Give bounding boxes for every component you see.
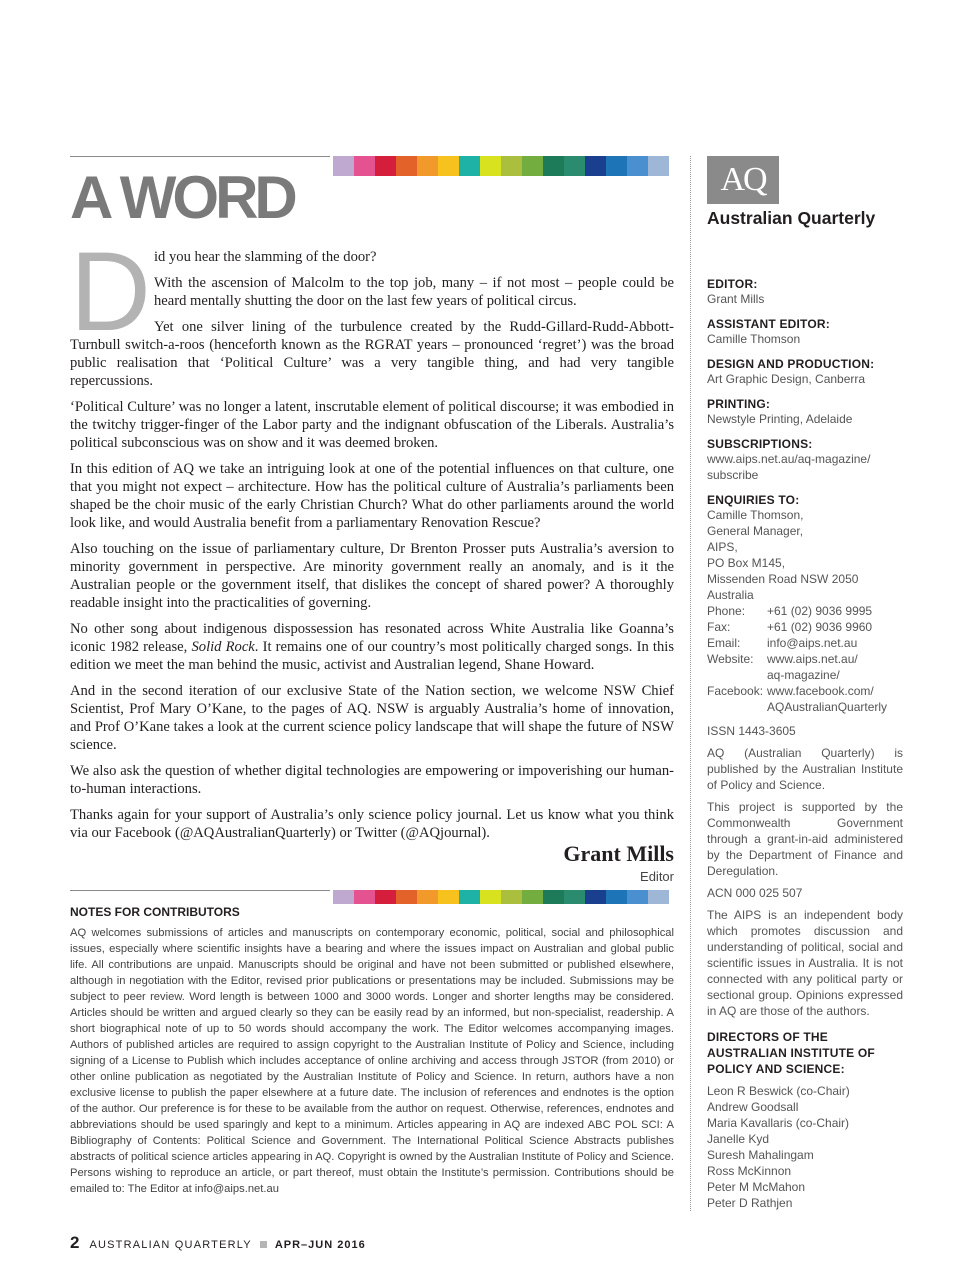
- article-paragraph: Thanks again for your support of Australia’s only science policy journal. Let us know what you think via our Facebook (@AQAustralianQuarterly) or Twitter (@AQjournal).: [70, 807, 674, 841]
- website-row-cont: [707, 667, 903, 683]
- notes-heading: NOTES FOR CONTRIBUTORS: [70, 905, 240, 919]
- page-footer: [70, 1233, 366, 1253]
- color-swatch: [459, 156, 480, 176]
- project-note: This project is supported by the Commonwealth Government through a grant-in-aid administered by the Department of Finance and Deregulation.: [707, 800, 903, 878]
- email-row: [707, 635, 903, 651]
- editor-name: Grant Mills: [707, 292, 765, 306]
- color-swatch: [606, 890, 627, 904]
- director-name: Janelle Kyd: [707, 1132, 770, 1146]
- notes-for-contributors: [70, 905, 674, 1197]
- enquiries-line: PO Box M145,: [707, 556, 786, 570]
- color-swatch: [501, 156, 522, 176]
- phone-value: +61 (02) 9036 9995: [767, 604, 873, 618]
- color-swatch: [333, 890, 354, 904]
- directors-list: [707, 1083, 903, 1211]
- article-text: . It remains one of our country’s most politically charged songs. In this edition we meet the man behind the music, activist and Australian legend, Shane Howard.: [70, 639, 674, 673]
- website-link[interactable]: www.aips.net.au/: [767, 652, 858, 666]
- color-swatch: [375, 890, 396, 904]
- publisher-note: AQ (Australian Quarterly) is published by the Australian Institute of Policy and Science.: [707, 746, 903, 792]
- signature-role: Editor: [640, 869, 674, 884]
- director-name: Peter D Rathjen: [707, 1196, 793, 1210]
- color-swatch: [354, 156, 375, 176]
- color-swatch: [417, 890, 438, 904]
- email-label: Email:: [707, 636, 741, 650]
- subscriptions-url-cont[interactable]: subscribe: [707, 468, 759, 482]
- masthead-sidebar: [707, 156, 903, 1211]
- director-name: Maria Kavallaris (co-Chair): [707, 1116, 850, 1130]
- footer-issue-date: APR–JUN 2016: [274, 1239, 366, 1251]
- directors-label: DIRECTORS OF THE AUSTRALIAN INSTITUTE OF POLICY AND SCIENCE:: [707, 1030, 875, 1076]
- website-label: Website:: [707, 652, 754, 666]
- article-paragraph: And in the second iteration of our exclusive State of the Nation section, we welcome NSW Chief Scientist, Prof Mary O’Kane, to the pages of AQ. NSW is arguably Australia’s home of innovation, and Prof O’Kane takes a look at the current science policy landscape that will shape the future of NSW science.: [70, 683, 674, 753]
- footer-square-icon: [260, 1241, 267, 1248]
- color-swatch: [396, 890, 417, 904]
- aips-note: The AIPS is an independent body which promotes discussion and understanding of political, social and scientific issues in Australia. It is not connected with any political party or sectional group. Opinions expressed in AQ are those of the authors.: [707, 908, 903, 1018]
- enquiries-line: General Manager,: [707, 524, 804, 538]
- color-swatch: [585, 156, 606, 176]
- color-swatch: [522, 890, 543, 904]
- enquiries-line: Camille Thomson,: [707, 508, 804, 522]
- color-swatch: [375, 156, 396, 176]
- color-swatch: [564, 156, 585, 176]
- notes-body: AQ welcomes submissions of articles and manuscripts on contemporary economic, political, social and philosophical issues, especially where scientific insights have a bearing and where the issues impact on Australian and global public life. All contributions are unpaid. Manuscripts should be original and have not been submitted or published elsewhere, although in negotiation with the Editor, revised prior publications or presentations may be included. Submissions may be subject to peer review. Word length is between 1000 and 3000 words. Longer and shorter lengths may be considered. Articles should be written and argued clearly so they can be easily read by an informed, but non-specialist, readership. A short biographical note of up to 50 words should accompany the work. The Editor welcomes accompanying images. Authors of published articles are required to assign copyright to the Australian Institute of Policy and Science, including signing of a License to Publish which includes acceptance of online archiving and access through JSTOR (from 2010) or other online publication as negotiated by the Australian Institute of Policy and Science. In return, authors have a non exclusive license to publish the paper elsewhere at a future date. The inclusion of references and endnotes is the option of the author. Our preference is for these to be available from the author on request. Otherwise, references, endnotes and abbreviations should be used sparingly and kept to a minimum. Articles appearing in AQ are indexed ABC POL SCI: A Bibliography of Contents: Political Science and Government. The International Political Science Abstracts publishes abstracts of political science articles appearing in AQ. Copyright is owned by the Australian Institute of Policy and Science. Persons wishing to reproduce an article, or part thereof, must obtain the Institute’s permission. Contributions should be emailed to: The Editor at info@aips.net.au: [70, 927, 674, 1195]
- facebook-row-cont: [707, 699, 903, 715]
- song-title: Solid Rock: [191, 639, 255, 655]
- phone-label: Phone:: [707, 604, 746, 618]
- aq-logo-text: AQ: [720, 161, 766, 198]
- email-link[interactable]: info@aips.net.au: [767, 636, 858, 650]
- article-paragraph: ‘Political Culture’ was no longer a latent, inscrutable element of political discourse; it was embodied in the twitchy trigger-finger of the Labor party and the indignant obfuscation of the Liberals. Australia’s political subconscious was on show and it was deemed broken.: [70, 399, 674, 451]
- color-swatch-bar-top: [333, 156, 669, 176]
- director-name: Ross McKinnon: [707, 1164, 792, 1178]
- fax-label: Fax:: [707, 620, 731, 634]
- fax-row: [707, 619, 903, 635]
- notes-rule: [70, 890, 330, 891]
- director-name: Andrew Goodsall: [707, 1100, 799, 1114]
- color-swatch: [501, 890, 522, 904]
- article-paragraph: In this edition of AQ we take an intriguing look at one of the potential influences on that culture, one that you might not expect – architecture. How has the political culture of Australia’s parliaments been shaped be the choir music of the early Christian Church? What do other parliaments around the world look like, and would Australia benefit from a parliamentary Renovation Rescue?: [70, 461, 674, 531]
- top-rule: [70, 156, 330, 157]
- color-swatch-bar-bottom: [333, 890, 669, 904]
- issn: ISSN 1443-3605: [707, 724, 796, 738]
- color-swatch: [480, 890, 501, 904]
- enquiries-line: AIPS,: [707, 540, 738, 554]
- page-title: A WORD: [70, 164, 294, 231]
- aq-logo: [707, 156, 779, 204]
- color-swatch: [648, 890, 669, 904]
- color-swatch: [354, 890, 375, 904]
- color-swatch: [438, 156, 459, 176]
- color-swatch: [543, 156, 564, 176]
- color-swatch: [585, 890, 606, 904]
- website-row: [707, 651, 903, 667]
- footer-journal-name: AUSTRALIAN QUARTERLY: [89, 1239, 252, 1251]
- subscriptions-url[interactable]: www.aips.net.au/aq-magazine/: [707, 452, 871, 466]
- drop-cap: D: [70, 229, 151, 354]
- printing-label: PRINTING:: [707, 397, 771, 411]
- enquiries-label: ENQUIRIES TO:: [707, 493, 800, 507]
- fax-value: +61 (02) 9036 9960: [767, 620, 873, 634]
- facebook-row: [707, 683, 903, 699]
- director-name: Peter M McMahon: [707, 1180, 806, 1194]
- color-swatch: [606, 156, 627, 176]
- article-paragraph: Also touching on the issue of parliamentary culture, Dr Brenton Prosser puts Australia’s aversion to minority government in perspective. Are minority government really an anomaly, and is it the Australian people or the government itself, that dislikes the concept of shared power? A thoroughly readable insight into the practicalities of governing.: [70, 541, 674, 611]
- editorial-article: [70, 229, 674, 886]
- enquiries-line: Missenden Road NSW 2050 Australia: [707, 572, 859, 602]
- article-paragraph: id you hear the slamming of the door?: [154, 249, 377, 265]
- editor-label: EDITOR:: [707, 277, 758, 291]
- color-swatch: [564, 890, 585, 904]
- facebook-link-cont[interactable]: AQAustralianQuarterly: [767, 700, 888, 714]
- acn: ACN 000 025 507: [707, 886, 803, 900]
- color-swatch: [417, 156, 438, 176]
- printing-value: Newstyle Printing, Adelaide: [707, 412, 853, 426]
- design-value: Art Graphic Design, Canberra: [707, 372, 866, 386]
- color-swatch: [480, 156, 501, 176]
- article-paragraph: [70, 620, 674, 674]
- director-name: Leon R Beswick (co-Chair): [707, 1084, 850, 1098]
- facebook-link[interactable]: www.facebook.com/: [767, 684, 874, 698]
- assistant-editor-name: Camille Thomson: [707, 332, 801, 346]
- design-label: DESIGN AND PRODUCTION:: [707, 357, 875, 371]
- color-swatch: [627, 890, 648, 904]
- article-text: No other song about indigenous dispossession has resonated across White Australia like Goanna’s iconic 1982 release,: [70, 621, 674, 655]
- color-swatch: [648, 156, 669, 176]
- color-swatch: [333, 156, 354, 176]
- color-swatch: [522, 156, 543, 176]
- website-link-cont[interactable]: aq-magazine/: [767, 668, 840, 682]
- signature-name: Grant Mills: [563, 841, 674, 866]
- facebook-label: Facebook:: [707, 684, 764, 698]
- color-swatch: [438, 890, 459, 904]
- article-paragraph: With the ascension of Malcolm to the top job, many – if not most – people could be heard mentally shutting the door on the last few years of political circus.: [154, 275, 674, 309]
- brand-name: Australian Quarterly: [707, 208, 876, 228]
- assistant-editor-label: ASSISTANT EDITOR:: [707, 317, 830, 331]
- page-number: 2: [70, 1233, 80, 1252]
- subscriptions-label: SUBSCRIPTIONS:: [707, 437, 813, 451]
- article-paragraph: Yet one silver lining of the turbulence created by the Rudd-Gillard-Rudd-Abbott-Turnbull switch-a-roos (henceforth known as the RGRAT years – pronounced ‘regret’) was the broad public realisation that ‘Political Culture’ was a very tangible thing, and had very tangible repercussions.: [70, 319, 674, 389]
- color-swatch: [396, 156, 417, 176]
- phone-row: [707, 603, 903, 619]
- color-swatch: [627, 156, 648, 176]
- director-name: Suresh Mahalingam: [707, 1148, 814, 1162]
- column-divider: [690, 156, 691, 1211]
- color-swatch: [543, 890, 564, 904]
- color-swatch: [459, 890, 480, 904]
- article-paragraph: We also ask the question of whether digital technologies are empowering or impoverishing our human-to-human interactions.: [70, 763, 674, 797]
